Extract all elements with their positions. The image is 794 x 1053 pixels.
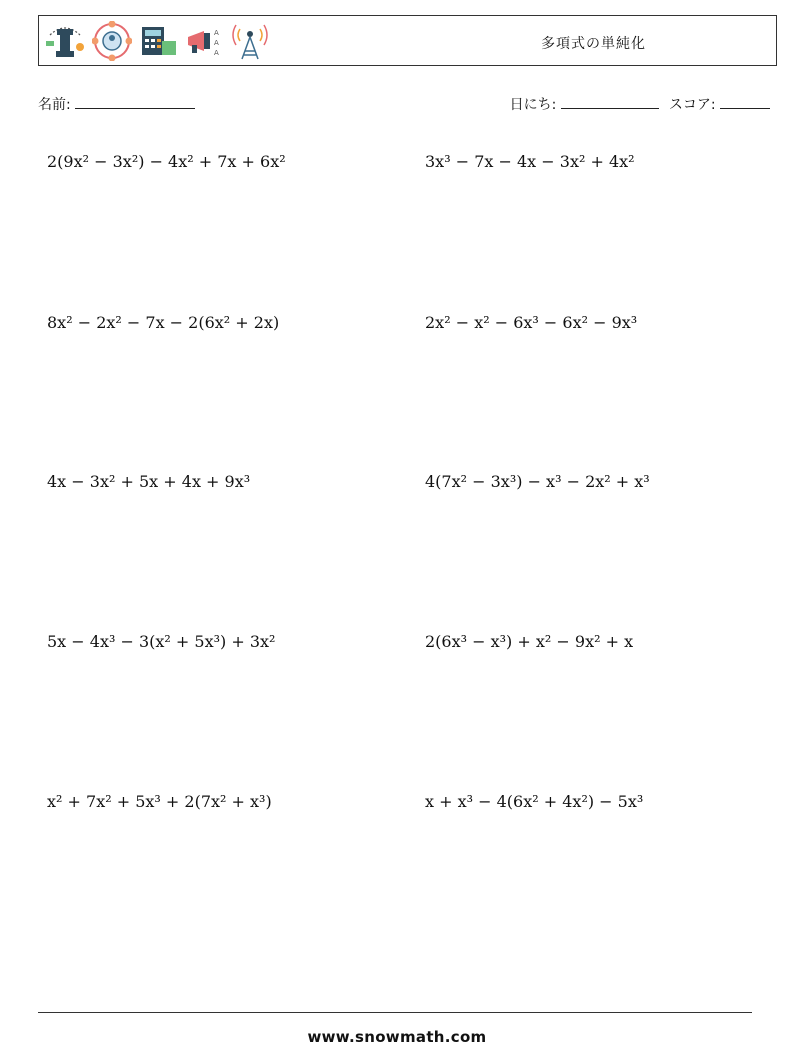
megaphone-icon — [184, 21, 224, 61]
date-label: 日にち: — [509, 97, 557, 113]
calculator-icon — [138, 21, 178, 61]
problem-2: 3x³ − 7x − 4x − 3x² + 4x² — [425, 152, 635, 171]
date-field — [510, 94, 659, 114]
chess-rook-icon — [44, 21, 86, 61]
page-title: 多項式の単純化 — [541, 36, 646, 52]
score-blank[interactable] — [720, 94, 770, 109]
name-blank[interactable] — [75, 94, 195, 109]
problem-9: x² + 7x² + 5x³ + 2(7x² + x³) — [47, 792, 272, 811]
problem-1: 2(9x² − 3x²) − 4x² + 7x + 6x² — [47, 152, 286, 171]
svg-text:A: A — [214, 39, 219, 47]
problem-3: 8x² − 2x² − 7x − 2(6x² + 2x) — [47, 313, 280, 332]
problem-6: 4(7x² − 3x³) − x³ − 2x² + x³ — [425, 472, 650, 491]
svg-text:A: A — [214, 29, 219, 37]
team-network-icon — [92, 21, 132, 61]
score-label: スコア: — [668, 97, 716, 113]
problem-7: 5x − 4x³ − 3(x² + 5x³) + 3x² — [47, 632, 276, 651]
problem-4: 2x² − x² − 6x³ − 6x² − 9x³ — [425, 313, 638, 332]
footer-site: www.snowmath.com — [307, 1028, 487, 1046]
problem-10: x + x³ − 4(6x² + 4x²) − 5x³ — [425, 792, 644, 811]
header-box — [38, 15, 777, 66]
footer-divider — [38, 1012, 752, 1013]
date-blank[interactable] — [561, 94, 659, 109]
problem-8: 2(6x³ − x³) + x² − 9x² + x — [425, 632, 634, 651]
problem-5: 4x − 3x² + 5x + 4x + 9x³ — [47, 472, 251, 491]
score-field — [669, 94, 770, 114]
header-icons — [44, 20, 270, 62]
name-field — [38, 94, 195, 114]
svg-text:A: A — [214, 49, 219, 57]
name-label: 名前: — [38, 97, 71, 113]
date-score-fields — [510, 94, 770, 114]
signal-tower-icon — [230, 21, 270, 61]
